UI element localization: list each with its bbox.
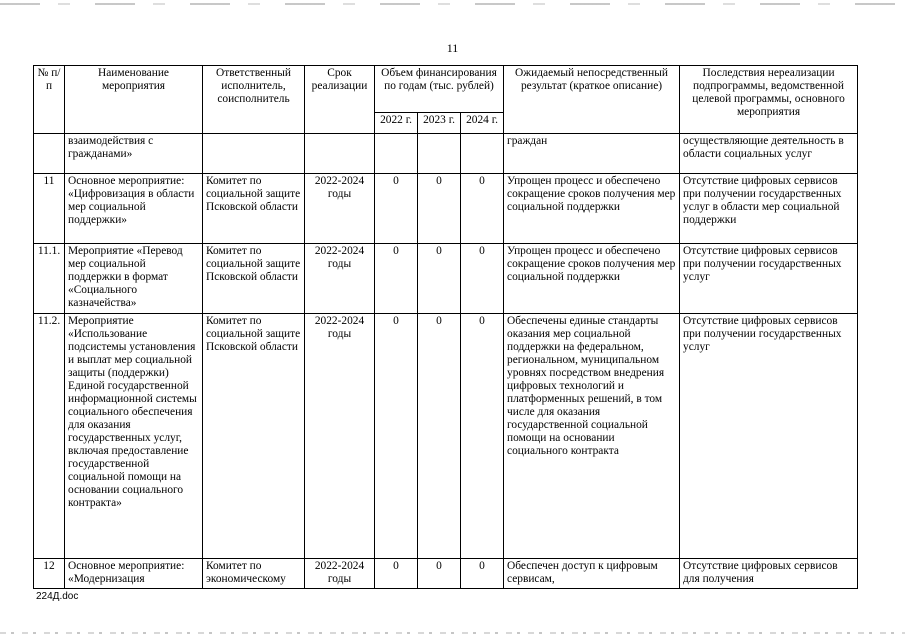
row-name: Основное мероприятие: «Модернизация [65,559,203,589]
row-consequences: Отсутствие цифровых сервисов при получении государственных услуг в области мер социальной поддержки [680,174,858,244]
table-row [34,314,858,559]
row-result: Обеспечен доступ к цифровым сервисам, [504,559,680,589]
table-row [34,559,858,589]
row-2023: 0 [418,314,461,559]
row-2023: 0 [418,244,461,314]
row-2024: 0 [461,244,504,314]
row-2024 [461,134,504,174]
header-result: Ожидаемый непосредственный результат (краткое описание) [504,66,680,134]
row-num: 11.1. [34,244,65,314]
row-executor: Комитет по социальной защите Псковской области [203,314,305,559]
scan-artifact-top [0,3,905,5]
table-row [34,244,858,314]
row-executor [203,134,305,174]
row-num: 12 [34,559,65,589]
row-2024: 0 [461,174,504,244]
row-2022: 0 [375,314,418,559]
row-result: граждан [504,134,680,174]
row-num [34,134,65,174]
header-year-2022: 2022 г. [375,113,418,134]
row-executor: Комитет по социальной защите Псковской области [203,244,305,314]
header-consequences: Последствия нереализации подпрограммы, ведомственной целевой программы, основного мероприятия [680,66,858,134]
row-2024: 0 [461,559,504,589]
row-term: 2022-2024 годы [305,314,375,559]
page-number: 11 [446,41,459,55]
row-consequences: осуществляющие деятельность в области социальных услуг [680,134,858,174]
row-result: Обеспечены единые стандарты оказания мер социальной поддержки на федеральном, региональном, муниципальном уровнях посредством внедрения цифровых технологий и платформенных решений, в том числе для оказания государственной социальной помощи на основании социального контракта [504,314,680,559]
row-name: Мероприятие «Перевод мер социальной поддержки в формат «Социального казначейства» [65,244,203,314]
row-term: 2022-2024 годы [305,244,375,314]
header-executor: Ответственный исполнитель, соисполнитель [203,66,305,134]
row-2022: 0 [375,244,418,314]
row-name: Мероприятие «Использование подсистемы установления и выплат мер социальной защиты (поддержки) Единой государственной информационной системы социального обеспечения для оказания государственных услуг, включая предоставление государственной социальной помощи на основании социального контракта» [65,314,203,559]
row-2022: 0 [375,559,418,589]
row-2024: 0 [461,314,504,559]
row-consequences: Отсутствие цифровых сервисов при получении государственных услуг [680,244,858,314]
row-name: взаимодействия с гражданами» [65,134,203,174]
row-term: 2022-2024 годы [305,174,375,244]
row-2022: 0 [375,174,418,244]
row-executor: Комитет по экономическому [203,559,305,589]
row-2023: 0 [418,174,461,244]
row-name: Основное мероприятие: «Цифровизация в области мер социальной поддержки» [65,174,203,244]
header-year-2023: 2023 г. [418,113,461,134]
program-table [33,65,858,589]
row-term: 2022-2024 годы [305,559,375,589]
row-2023: 0 [418,559,461,589]
header-num: № п/п [34,66,65,134]
file-name-footer: 224Д.doc [36,591,79,602]
scan-artifact-bottom [0,632,905,634]
row-consequences: Отсутствие цифровых сервисов для получения [680,559,858,589]
row-num: 11.2. [34,314,65,559]
table-row [34,174,858,244]
row-executor: Комитет по социальной защите Псковской области [203,174,305,244]
row-result: Упрощен процесс и обеспечено сокращение сроков получения мер социальной поддержки [504,244,680,314]
row-2023 [418,134,461,174]
header-year-2024: 2024 г. [461,113,504,134]
header-term: Срок реализации [305,66,375,134]
row-result: Упрощен процесс и обеспечено сокращение сроков получения мер социальной поддержки [504,174,680,244]
row-term [305,134,375,174]
row-num: 11 [34,174,65,244]
row-2022 [375,134,418,174]
row-consequences: Отсутствие цифровых сервисов при получении государственных услуг [680,314,858,559]
header-name: Наименование мероприятия [65,66,203,134]
header-funding: Объем финансирования по годам (тыс. рублей) [375,66,504,113]
table-row [34,134,858,174]
